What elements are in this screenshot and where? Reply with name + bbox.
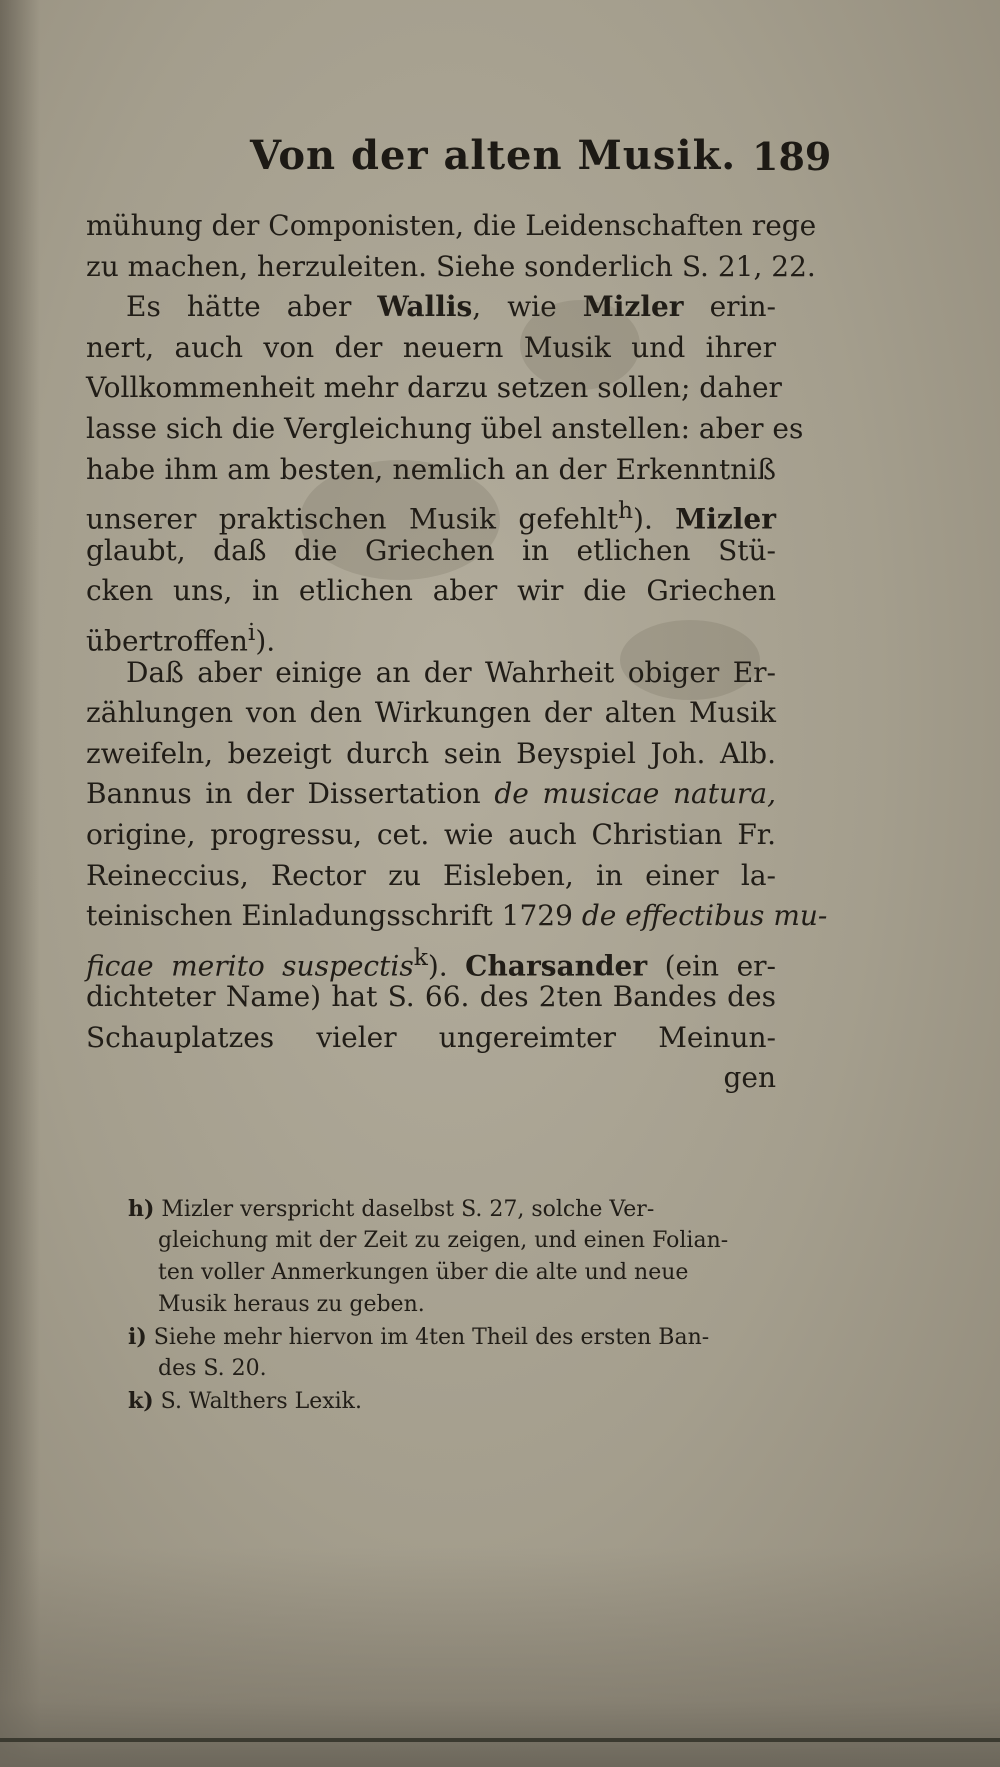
text-line: zu machen, herzuleiten. Siehe sonderlich S. 21, 22. — [86, 249, 816, 283]
text-line: zählungen von den Wirkungen der alten Musik — [86, 696, 776, 730]
text-line: ficae merito suspectis$^k$). Charsander (ein er- — [86, 942, 776, 983]
text-line: origine, progressu, cet. wie auch Christian Fr. — [86, 817, 776, 851]
footnotes — [128, 1193, 778, 1417]
running-title: Von der alten Musik. — [250, 132, 737, 179]
author-name: Wallis — [377, 290, 473, 324]
latin-title: de effectibus mu- — [581, 899, 828, 933]
text-line: teinischen Einladungsschrift 1729 de effectibus mu- — [86, 899, 828, 933]
author-name: Mizler — [675, 502, 776, 536]
footnote-line: gleichung mit der Zeit zu zeigen, und einen Folian- — [158, 1228, 729, 1253]
text-line: Vollkommenheit mehr darzu setzen sollen; daher — [86, 371, 782, 405]
text-line: dichteter Name) hat S. 66. des 2ten Bandes des — [86, 980, 776, 1014]
text-line: Es hätte aber Wallis, wie Mizler erin- — [126, 290, 776, 324]
latin-title: de musicae natura, — [494, 777, 776, 811]
footnote-line: des S. 20. — [158, 1356, 267, 1381]
text-line: mühung der Componisten, die Leidenschaften rege — [86, 209, 817, 242]
footnote-line: Musik heraus zu geben. — [158, 1292, 425, 1317]
footnote-h: h) Mizler verspricht daselbst S. 27, solche Ver- — [128, 1196, 655, 1222]
text-line: zweifeln, bezeigt durch sein Beyspiel Joh. Alb. — [86, 736, 776, 770]
footnote-ref-h[interactable]: h — [618, 496, 634, 525]
footnote-i: i) Siehe mehr hiervon im 4ten Theil des ersten Ban- — [128, 1324, 710, 1350]
main-text — [86, 206, 828, 1099]
text-line: übertroffen$^i$). — [86, 617, 276, 658]
running-head — [140, 132, 832, 196]
page-number: 189 — [752, 134, 832, 179]
page-binding-line — [0, 1738, 1000, 1742]
text-line: Schauplatzes vieler ungereimter Meinun- — [86, 1020, 776, 1054]
text-line: cken uns, in etlichen aber wir die Griechen — [86, 574, 776, 608]
footnote-ref-k[interactable]: k — [413, 942, 428, 971]
page-edge-shadow — [0, 0, 40, 1767]
text-line: habe ihm am besten, nemlich an der Erkenntniß — [86, 452, 776, 486]
text-line: unserer praktischen Musik gefehlt$^h$). Mizler — [86, 496, 776, 536]
catchword: gen — [723, 1061, 776, 1095]
text-line: Reineccius, Rector zu Eisleben, in einer la- — [86, 858, 776, 892]
author-name: Mizler — [582, 290, 684, 324]
text-line: glaubt, daß die Griechen in etlichen Stü- — [86, 533, 776, 567]
footnote-k: k) S. Walthers Lexik. — [128, 1388, 363, 1414]
text-line: Daß aber einige an der Wahrheit obiger Er- — [126, 655, 776, 689]
author-name: Charsander — [465, 949, 648, 983]
text-line: Bannus in der Dissertation de musicae natura, — [86, 777, 776, 811]
text-line: nert, auch von der neuern Musik und ihrer — [86, 330, 776, 364]
text-line: lasse sich die Vergleichung übel anstellen: aber es — [86, 411, 804, 445]
footnote-line: ten voller Anmerkungen über die alte und neue — [158, 1260, 689, 1285]
page-bottom-shadow — [0, 1547, 1000, 1767]
footnote-ref-i[interactable]: i — [247, 617, 256, 646]
